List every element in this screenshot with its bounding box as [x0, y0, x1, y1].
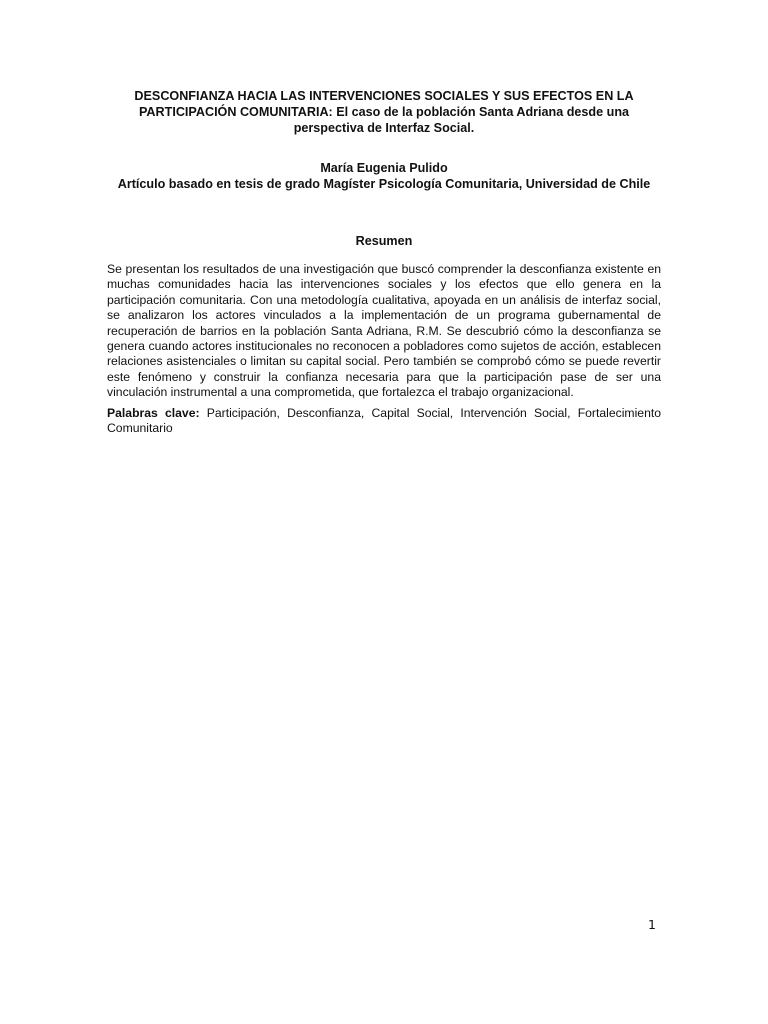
abstract-heading: Resumen	[355, 234, 413, 248]
keywords-paragraph	[107, 406, 661, 437]
page-number: 1	[648, 917, 656, 932]
paper-title: DESCONFIANZA HACIA LAS INTERVENCIONES SOCIALES Y SUS EFECTOS EN LA PARTICIPACIÓN COMUNITARIA: El caso de la población Santa Adriana desde una perspectiva de Interfaz Social.	[134, 89, 634, 135]
author-affiliation: Artículo basado en tesis de grado Magíster Psicología Comunitaria, Universidad de Chile	[117, 177, 651, 191]
keywords-label: Palabras clave:	[107, 406, 200, 420]
author-name: María Eugenia Pulido	[320, 161, 448, 175]
author-block	[80, 160, 688, 192]
abstract-text: Se presentan los resultados de una investigación que buscó comprender la desconfianza existente en muchas comunidades hacia las intervenciones sociales y los efectos que ello genera en la participación comunitaria. Con una metodología cualitativa, apoyada en un análisis de interfaz social, se analizaron los actores vinculados a la implementación de un programa gubernamental de recuperación de barrios en la población Santa Adriana, R.M. Se descubrió cómo la desconfianza se genera cuando actores institucionales no reconocen a pobladores como sujetos de acción, establecen relaciones asistenciales o limitan su capital social. Pero también se comprobó cómo se puede revertir este fenómeno y construir la confianza necesaria para que la participación pase de ser una vinculación instrumental a una comprometida, que fortalezca el trabajo organizacional.	[107, 262, 661, 400]
keywords-text: Participación, Desconfianza, Capital Social, Intervención Social, Fortalecimiento Comunitario	[107, 406, 662, 436]
